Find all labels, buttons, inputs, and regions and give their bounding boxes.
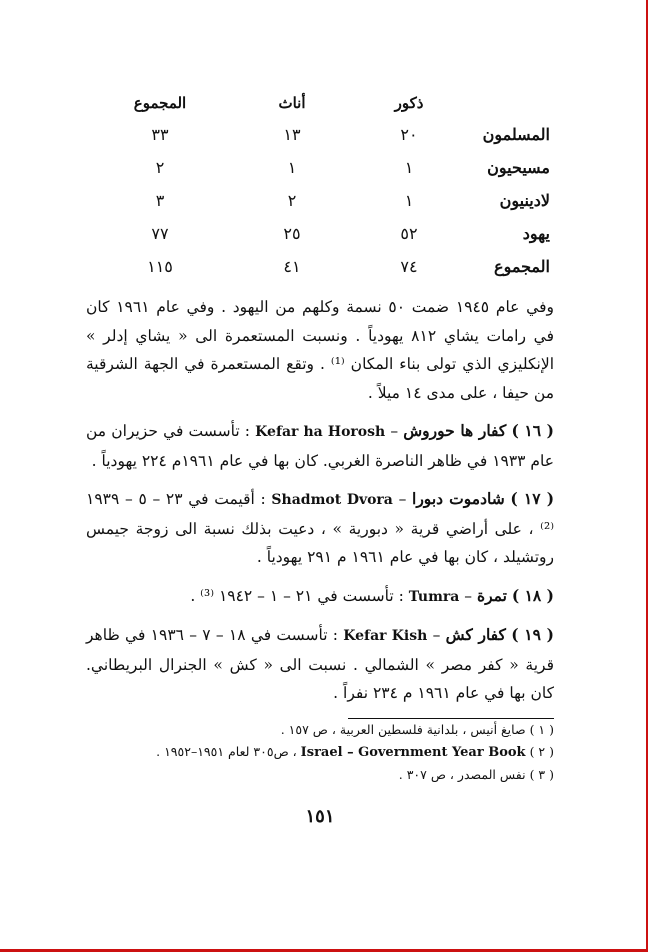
entry-text: أقيمت في ٢٣ – ٥ – ١٩٣٩ ⁽²⁾ ، على أراضي قرية « دبورية » ، دعيت بذلك نسبة الى زوجة جيمس روتشيلد ، كان بها في عام ١٩٦١ م ٢٩١ يهودياً . [86, 490, 554, 566]
footnote-text: ، ص٣٠٥ لعام ١٩٥١–١٩٥٢ . [156, 743, 297, 759]
intro-paragraph: وفي عام ١٩٤٥ ضمت ٥٠ نسمة وكلهم من اليهود . وفي عام ١٩٦١ كان في رامات يشاي ٨١٢ يهودياً . ونسبت المستعمرة الى « يشاي إدلر » الإنكليزي الذي تولى بناء المكان ⁽¹⁾ . وتقع المستعمرة في الجهة الشرقية من حيفا ، على مدى ١٤ ميلاً . [86, 298, 554, 402]
entry-number: ( ١٧ ) [510, 489, 555, 508]
row-label: مسيحيون [487, 158, 550, 177]
entry-latin-name: Shadmot Dvora [271, 492, 393, 508]
table-row [90, 217, 550, 250]
cell-males: ٢٠ [400, 125, 418, 144]
footnote-text: نفس المصدر ، ص ٣٠٧ . [398, 766, 526, 782]
cell-males: ١ [404, 158, 414, 177]
entry-arabic-name: تمرة [476, 585, 507, 605]
footnote-text: صايغ أنيس ، بلدانية فلسطين العربية ، ص ١٥٧ . [280, 721, 526, 737]
row-label: يهود [522, 224, 550, 243]
footnote-latin-title: Israel – Government Year Book [300, 744, 526, 760]
cell-males: ٥٢ [400, 224, 418, 243]
header-females: أناث [278, 94, 306, 112]
row-label: المجموع [494, 257, 550, 276]
entry-text: تأسست في ٢١ – ١ – ١٩٤٢ ⁽³⁾ . [190, 586, 394, 605]
footnote-3 [86, 764, 554, 786]
footnote-number: ( ٢ ) [529, 743, 554, 759]
header-males: ذكور [394, 94, 424, 112]
table-row [90, 151, 550, 184]
cell-females: ٤١ [283, 257, 301, 276]
entry-16: ( ١٦ ) كفار ها حوروش – Kefar ha Horosh : تأسست في حزيران من عام ١٩٣٣ في ظاهر الناصرة الغربي. كان بها في عام ١٩٦١م ٢٢٤ يهودياً . [86, 421, 554, 470]
table-row [90, 250, 550, 283]
table-row [90, 184, 550, 217]
row-label: المسلمون [482, 125, 550, 144]
cell-total: ٧٧ [151, 224, 169, 243]
cell-total: ٣ [155, 191, 165, 210]
cell-females: ١ [287, 158, 297, 177]
cell-females: ٢٥ [283, 224, 301, 243]
page [86, 88, 554, 827]
entry-text: تأسست في حزيران من عام ١٩٣٣ في ظاهر الناصرة الغربي. كان بها في عام ١٩٦١م ٢٢٤ يهودياً . [86, 422, 554, 470]
entry-17: ( ١٧ ) شادموت دبورا – Shadmot Dvora : أقيمت في ٢٣ – ٥ – ١٩٣٩ ⁽²⁾ ، على أراضي قرية « دبورية » ، دعيت بذلك نسبة الى زوجة جيمس روتشيلد ، كان بها في عام ١٩٦١ م ٢٩١ يهودياً . [86, 489, 555, 566]
entry-latin-name: Kefar ha Horosh [255, 424, 386, 440]
entry-arabic-name: شادموت دبورا [412, 489, 505, 508]
cell-females: ٢ [287, 191, 297, 210]
population-table [90, 88, 550, 283]
cell-males: ٧٤ [400, 257, 418, 276]
footnote-number: ( ٣ ) [529, 766, 554, 782]
entry-number: ( ١٦ ) [511, 421, 554, 440]
footnote-number: ( ١ ) [529, 721, 554, 737]
cell-total: ١١٥ [147, 257, 173, 276]
table-header-row [90, 88, 550, 118]
entry-18: ( ١٨ ) تمرة – Tumra : تأسست في ٢١ – ١ – ١٩٤٢ ⁽³⁾ . [190, 585, 554, 605]
footnote-1 [86, 719, 554, 741]
entry-arabic-name: كفار كش [445, 625, 506, 644]
cell-females: ١٣ [283, 125, 301, 144]
entry-19: ( ١٩ ) كفار كش – Kefar Kish : تأسست في ١٨ – ٧ – ١٩٣٦ في ظاهر قرية « كفر مصر » الشمالي . نسبت الى « كش » الجنرال البريطاني. كان بها في عام ١٩٦١ م ٢٣٤ نفراً . [86, 625, 554, 702]
cell-total: ٢ [155, 158, 165, 177]
entry-latin-name: Kefar Kish [343, 628, 428, 644]
cell-total: ٣٣ [151, 125, 169, 144]
table-header-empty [464, 88, 550, 118]
entry-number: ( ١٩ ) [511, 625, 554, 644]
page-number: ١٥١ [305, 805, 335, 827]
table-row [90, 118, 550, 151]
footnote-2 [86, 741, 554, 764]
entry-latin-name: Tumra [408, 588, 460, 605]
entry-number: ( ١٨ ) [511, 585, 554, 605]
cell-males: ١ [404, 191, 414, 210]
header-total: المجموع [133, 94, 187, 112]
row-label: لادينيون [499, 191, 550, 210]
entry-text: تأسست في ١٨ – ٧ – ١٩٣٦ في ظاهر قرية « كفر مصر » الشمالي . نسبت الى « كش » الجنرال البريطاني. كان بها في عام ١٩٦١ م ٢٣٤ نفراً . [86, 626, 554, 702]
entry-arabic-name: كفار ها حوروش [403, 421, 507, 440]
